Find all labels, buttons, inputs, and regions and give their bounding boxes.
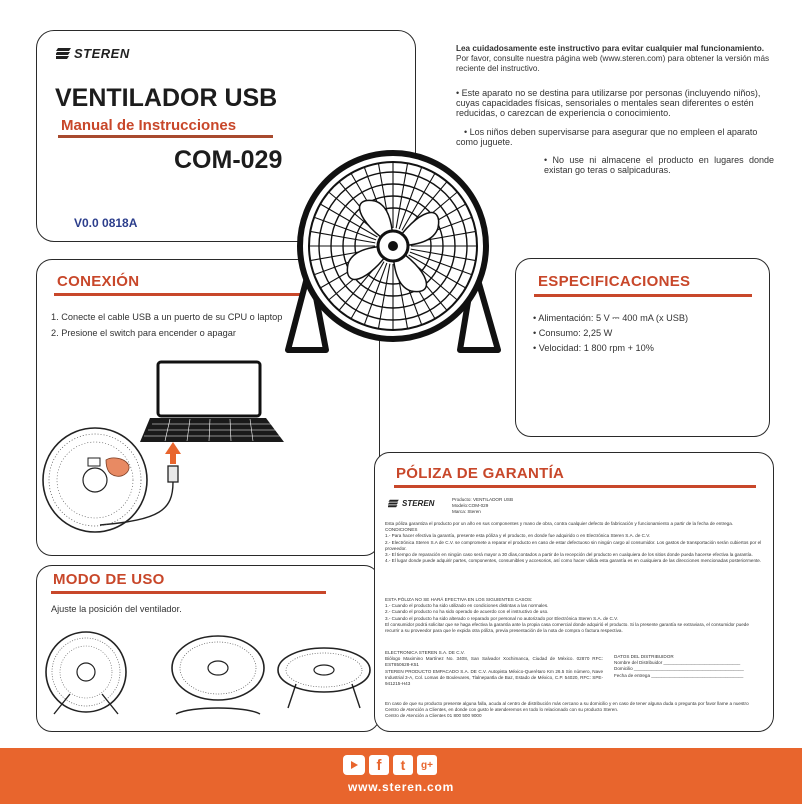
poliza-company: ELECTRONICA STEREN S.A. DE C.V. Biólogo Maximino Martínez No. 3408, San Salvador Xochimanca, Ciudad de México. 02870 RFC: EST850628-K51 STEREN PRODUCTO EMPACADO S.A. DE C.V. Autopista México-Querétaro Km 26.5 Sin número, Nave Industrial 3-A, Col. Lomas de Boulevares, Tlalnepantla de Baz, Estado de México, C.P. 54020, RFC: SPE-941215-H43 — [385, 650, 603, 687]
poliza-panel — [374, 452, 774, 732]
bullet: • — [544, 155, 553, 165]
steren-logo-icon — [388, 499, 400, 508]
poliza-logo — [388, 499, 434, 508]
spec-item: • Alimentación: 5 V ⎓ 400 mA (x USB) — [533, 313, 689, 323]
spec-item: • Consumo: 2,25 W — [533, 328, 613, 338]
spec-item: • Velocidad: 1 800 rpm + 10% — [533, 343, 654, 353]
warning-item: • Este aparato no se destina para utilizarse por personas (incluyendo niños), cuyas capacidades físicas, sensoriales o mentales sean diferentes o estén reducidas, o carezcan de experiencia o conocimiento. — [456, 88, 761, 118]
steren-logo-icon — [56, 47, 72, 60]
warning-lead: Lea cuidadosamente este instructivo para evitar cualquier mal funcionamiento. — [456, 44, 765, 53]
especificaciones-title: ESPECIFICACIONES — [538, 273, 691, 290]
manual-subtitle: Manual de Instrucciones — [61, 117, 237, 134]
brand-name: STEREN — [74, 46, 130, 61]
warning-item: • No use ni almacene el producto en lugares donde existan go teras o salpicaduras. — [544, 155, 774, 175]
fan-front-view — [46, 632, 126, 714]
version-code: V0.0 0818A — [74, 216, 138, 230]
poliza-footer-note: En caso de que su producto presente alguna falla, acuda al centro de distribución más cercano a su domicilio y en caso de tener alguna duda o pregunta por favor llame a nuestro Centro de Atención a Clientes, en donde con gusto le atenderemos en todo lo relacionado con su producto Steren. Centro de Atención a Clientes 01 800 500 9000 — [385, 701, 749, 719]
youtube-icon[interactable] — [343, 755, 365, 775]
poliza-brand: STEREN — [402, 499, 435, 508]
facebook-icon[interactable]: f — [369, 755, 389, 775]
warning-lead-2: Por favor, consulte nuestra página web (www.steren.com) para obtener la versión más reciente del instructivo. — [456, 54, 770, 73]
bullet: • — [456, 88, 462, 98]
page-title: VENTILADOR USB — [55, 84, 278, 112]
twitter-icon[interactable]: t — [393, 755, 413, 775]
steren-logo — [56, 46, 130, 61]
poliza-distributor: DATOS DEL DISTRIBUIDOR Nombre del Distribuidor ______________________________ Domicilio ___________________________________________ Fecha de entrega ____________________________________ — [614, 654, 744, 678]
warnings-block — [456, 44, 772, 74]
laptop-connection-illustration — [40, 360, 290, 545]
poliza-title: PÓLIZA DE GARANTÍA — [396, 465, 565, 482]
googleplus-icon[interactable]: g+ — [417, 755, 437, 775]
fan-positions-illustration — [40, 622, 374, 722]
poliza-exclusions: ESTA PÓLIZA NO SE HARÁ EFECTIVA EN LOS SIGUIENTES CASOS: 1.- Cuando el producto ha sido utilizado en condiciones distintas a las normales. 2.- Cuando el producto no ha sido operado de acuerdo con el instructivo de uso. 3.- Cuando el producto ha sido alterado o reparado por personal no autorizado por Electrónica Steren S.A. de C.V. El consumidor podrá solicitar que se haga efectiva la garantía ante la propia casa comercial donde adquirió el producto. Si la presente garantía se extraviara, el consumidor puede recurrir a su proveedor para que le expida otra póliza, previa presentación de la nota de compra o factura respectiva. — [385, 597, 749, 634]
subtitle-rule — [58, 135, 273, 138]
poliza-rule — [394, 485, 756, 488]
fan-tilted-view — [172, 636, 264, 714]
fan-horizontal-view — [278, 648, 370, 708]
modo-rule — [51, 591, 326, 594]
poliza-product-info: Producto: VENTILADOR USB Modelo:COM-029 Marca: Steren — [452, 497, 514, 515]
conexion-step: 1. Conecte el cable USB a un puerto de su CPU o laptop — [51, 312, 283, 322]
poliza-conditions: Esta póliza garantiza el producto por un año en sus componentes y mano de obra, contra cualquier defecto de fabricación y funcionamiento a partir de la fecha de entrega. CONDICIONES 1.- Para hacer efectiva la garantía, presente esta póliza y el producto, en donde fue adquirido o en Electrónica Steren S.A. de C.V. 2.- Electrónica Steren S.A de C.V. se compromete a reparar el producto en caso de estar defectuoso sin ningún cargo al consumidor. Los gastos de transportación serán cubiertos por el proveedor. 3.- El tiempo de reparación en ningún caso será mayor a 30 días,contados a partir de la recepción del producto en cualquiera de los sitios donde pueda hacerse efectiva la garantía. 4.- El lugar donde puede adquirir partes, componentes, consumibles y accesorios, así como hacer válida esta garantía es en cualquiera de las direcciones mencionadas posteriormente. — [385, 521, 762, 564]
footer-url[interactable]: www.steren.com — [347, 780, 455, 794]
modo-title: MODO DE USO — [53, 571, 165, 588]
conexion-title: CONEXIÓN — [57, 273, 140, 290]
bullet: • — [464, 127, 470, 137]
conexion-step: 2. Presione el switch para encender o apagar — [51, 328, 236, 338]
fan-product-image — [278, 148, 508, 362]
modo-text: Ajuste la posición del ventilador. — [51, 604, 182, 614]
social-icons — [343, 755, 437, 775]
model-number: COM-029 — [174, 146, 283, 174]
warning-item: • Los niños deben supervisarse para asegurar que no empleen el aparato como juguete. — [456, 127, 758, 147]
especificaciones-rule — [534, 294, 752, 297]
